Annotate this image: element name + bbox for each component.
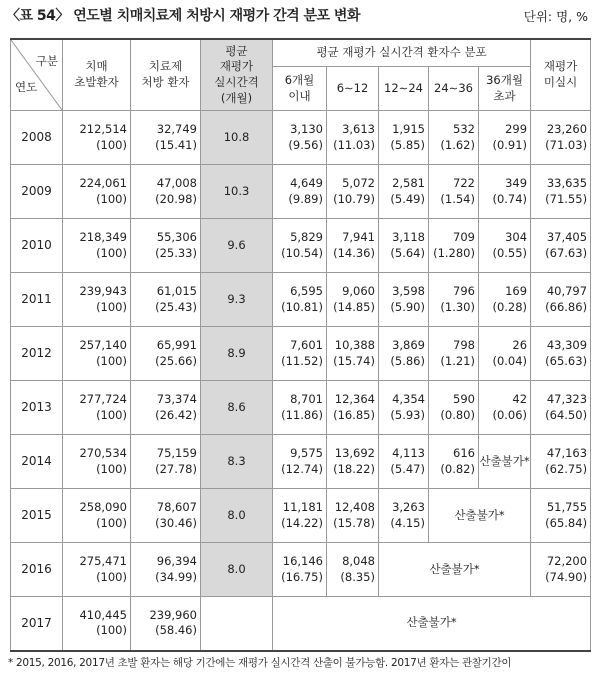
treated-cell-percent: (15.41) xyxy=(155,137,197,152)
dist-cell-percent: (15.74) xyxy=(333,353,375,368)
first-patients-cell xyxy=(63,435,131,489)
first-patients-cell xyxy=(63,111,131,165)
dist-cell-value: 4,113 xyxy=(392,445,425,460)
dist-cell xyxy=(273,273,327,327)
dist-cell-value: 6,595 xyxy=(290,283,323,298)
year-cell-value: 2009 xyxy=(21,184,52,199)
not-computable-cell xyxy=(429,489,531,543)
year-cell-value: 2016 xyxy=(21,562,52,577)
dist-cell-percent: (1.62) xyxy=(440,137,475,152)
not-done-cell-percent: (74.90) xyxy=(545,569,588,584)
dist-cell xyxy=(379,111,429,165)
dist-cell-value: 3,130 xyxy=(290,121,323,136)
year-cell-value: 2015 xyxy=(21,508,52,523)
treated-cell xyxy=(131,489,201,543)
not-done-cell-percent: (66.86) xyxy=(545,299,588,314)
treated-cell-percent: (25.66) xyxy=(155,353,197,368)
not-done-cell xyxy=(531,327,591,381)
dist-cell xyxy=(327,435,379,489)
year-cell xyxy=(11,435,63,489)
year-cell-value: 2011 xyxy=(21,292,52,307)
header-treated: 치료제 처방 환자 xyxy=(131,39,201,111)
not-done-cell-value: 47,323 xyxy=(546,391,588,406)
corner-bottom-label: 연도 xyxy=(15,80,38,95)
dist-cell xyxy=(379,435,429,489)
interval-cell xyxy=(201,327,273,381)
not-computable-cell xyxy=(273,597,591,651)
not-done-cell xyxy=(531,219,591,273)
data-table xyxy=(10,38,591,652)
dist-cell xyxy=(479,111,531,165)
unit-label: 단위: 명, % xyxy=(523,9,588,24)
dist-cell-percent: (16.75) xyxy=(281,569,323,584)
not-done-cell-percent: (65.63) xyxy=(545,353,588,368)
dist-cell xyxy=(379,381,429,435)
interval-cell-value: 8.6 xyxy=(227,399,246,414)
header-dist-col: 6개월 이내 xyxy=(273,67,327,111)
dist-cell-percent: (9.89) xyxy=(288,191,323,206)
first-patients-cell-percent: (100) xyxy=(96,461,127,476)
dist-cell-value: 13,692 xyxy=(334,445,375,460)
header-dist-col: 12∼24 xyxy=(379,67,429,111)
dist-cell-percent: (9.56) xyxy=(288,137,323,152)
not-done-cell xyxy=(531,273,591,327)
not-computable-cell xyxy=(479,435,531,489)
treated-cell-value: 32,749 xyxy=(156,121,197,136)
dist-cell-value: 16,146 xyxy=(282,553,323,568)
interval-cell xyxy=(201,273,273,327)
not-computable-cell-value: 산출불가* xyxy=(406,615,457,630)
first-patients-cell-percent: (100) xyxy=(96,515,127,530)
interval-cell xyxy=(201,435,273,489)
table-row xyxy=(11,435,591,489)
not-computable-cell-value: 산출불가* xyxy=(479,453,530,468)
dist-cell xyxy=(379,327,429,381)
first-patients-cell-value: 275,471 xyxy=(79,553,127,568)
dist-cell-value: 5,072 xyxy=(342,175,375,190)
treated-cell-percent: (20.98) xyxy=(155,191,197,206)
dist-cell-percent: (5.90) xyxy=(390,299,425,314)
year-cell xyxy=(11,327,63,381)
treated-cell-value: 61,015 xyxy=(156,283,197,298)
dist-cell xyxy=(429,165,479,219)
year-cell-value: 2010 xyxy=(21,238,52,253)
year-cell-value: 2017 xyxy=(21,616,52,631)
year-cell xyxy=(11,381,63,435)
first-patients-cell-percent: (100) xyxy=(96,245,127,260)
dist-cell xyxy=(429,273,479,327)
dist-cell-percent: (5.49) xyxy=(390,191,425,206)
dist-cell-percent: (0.80) xyxy=(440,407,475,422)
dist-cell xyxy=(479,165,531,219)
footnote: * 2015, 2016, 2017년 초발 환자는 해당 기간에는 재평가 실시간격 산출이 불가능함. 2017년 환자는 관찰기간이 xyxy=(8,657,512,669)
treated-cell-value: 96,394 xyxy=(156,553,197,568)
dist-cell-percent: (14.85) xyxy=(333,299,375,314)
not-done-cell-value: 33,635 xyxy=(546,175,588,190)
dist-cell xyxy=(379,165,429,219)
interval-cell xyxy=(201,597,273,651)
treated-cell-percent: (30.46) xyxy=(155,515,197,530)
treated-cell-percent: (25.33) xyxy=(155,245,197,260)
first-patients-cell-value: 270,534 xyxy=(79,445,127,460)
dist-cell xyxy=(327,327,379,381)
not-done-cell-percent: (62.75) xyxy=(545,461,588,476)
interval-cell xyxy=(201,219,273,273)
treated-cell xyxy=(131,273,201,327)
first-patients-cell-percent: (100) xyxy=(96,407,127,422)
dist-cell-percent: (0.06) xyxy=(492,407,528,422)
not-done-cell-value: 40,797 xyxy=(546,283,588,298)
first-patients-cell xyxy=(63,273,131,327)
interval-cell-value: 9.6 xyxy=(227,237,246,252)
dist-cell-value: 8,701 xyxy=(290,391,323,406)
dist-cell-percent: (15.78) xyxy=(333,515,375,530)
dist-cell xyxy=(379,273,429,327)
dist-cell-percent: (8.35) xyxy=(340,569,375,584)
not-done-cell xyxy=(531,435,591,489)
dist-cell-value: 796 xyxy=(453,283,475,298)
dist-cell-value: 798 xyxy=(453,337,475,352)
not-done-cell-percent: (71.03) xyxy=(545,137,588,152)
year-cell xyxy=(11,597,63,651)
dist-cell-percent: (0.91) xyxy=(492,137,528,152)
table-body xyxy=(11,111,591,651)
dist-cell xyxy=(327,489,379,543)
interval-cell-value: 10.3 xyxy=(223,183,250,198)
dist-cell-value: 10,388 xyxy=(334,337,375,352)
treated-cell-value: 239,960 xyxy=(149,607,197,622)
dist-cell-percent: (10.79) xyxy=(333,191,375,206)
not-computable-cell-value: 산출불가* xyxy=(429,561,480,576)
dist-cell-value: 299 xyxy=(505,121,528,136)
interval-cell xyxy=(201,165,273,219)
interval-cell-value: 8.0 xyxy=(227,507,246,522)
dist-cell-percent: (14.22) xyxy=(281,515,323,530)
header-not-done: 재평가 미실시 xyxy=(531,39,591,111)
dist-cell xyxy=(273,219,327,273)
first-patients-cell xyxy=(63,327,131,381)
dist-cell-percent: (18.22) xyxy=(333,461,375,476)
treated-cell xyxy=(131,543,201,597)
treated-cell-percent: (34.99) xyxy=(155,569,197,584)
first-patients-cell xyxy=(63,165,131,219)
not-done-cell-value: 47,163 xyxy=(546,445,588,460)
dist-cell-value: 616 xyxy=(453,445,475,460)
year-cell xyxy=(11,489,63,543)
corner-top-label: 구분 xyxy=(35,54,58,68)
dist-cell xyxy=(429,111,479,165)
treated-cell xyxy=(131,381,201,435)
dist-cell-value: 3,118 xyxy=(392,229,425,244)
treated-cell-percent: (58.46) xyxy=(155,623,197,638)
year-cell-value: 2008 xyxy=(21,130,52,145)
dist-cell-value: 5,829 xyxy=(290,229,323,244)
first-patients-cell xyxy=(63,381,131,435)
interval-cell xyxy=(201,543,273,597)
dist-cell-percent: (1.21) xyxy=(440,353,475,368)
dist-cell-value: 169 xyxy=(505,283,528,298)
dist-cell-value: 3,613 xyxy=(342,121,375,136)
not-done-cell-value: 37,405 xyxy=(546,229,588,244)
not-computable-cell xyxy=(379,543,531,597)
table-row xyxy=(11,273,591,327)
year-cell xyxy=(11,543,63,597)
dist-cell xyxy=(327,111,379,165)
dist-cell-value: 3,869 xyxy=(392,337,425,352)
first-patients-cell-percent: (100) xyxy=(96,623,127,638)
not-done-cell xyxy=(531,489,591,543)
first-patients-cell-percent: (100) xyxy=(96,299,127,314)
dist-cell-percent: (0.82) xyxy=(440,461,475,476)
dist-cell-percent: (16.85) xyxy=(333,407,375,422)
dist-cell-value: 3,263 xyxy=(392,499,425,514)
not-done-cell-value: 72,200 xyxy=(546,553,588,568)
dist-cell xyxy=(327,543,379,597)
dist-cell-value: 722 xyxy=(453,175,475,190)
treated-cell xyxy=(131,597,201,651)
dist-cell-value: 532 xyxy=(453,121,475,136)
dist-cell-percent: (5.93) xyxy=(390,407,425,422)
treated-cell xyxy=(131,111,201,165)
interval-cell-value: 10.8 xyxy=(223,129,250,144)
first-patients-cell-value: 224,061 xyxy=(79,175,127,190)
interval-cell xyxy=(201,111,273,165)
dist-cell xyxy=(327,381,379,435)
treated-cell-percent: (25.43) xyxy=(155,299,197,314)
dist-cell xyxy=(429,435,479,489)
first-patients-cell-percent: (100) xyxy=(96,191,127,206)
interval-cell-value: 8.9 xyxy=(227,345,246,360)
year-cell-value: 2012 xyxy=(21,346,52,361)
not-done-cell-percent: (64.50) xyxy=(545,407,588,422)
table-row xyxy=(11,165,591,219)
dist-cell xyxy=(273,543,327,597)
dist-cell-value: 590 xyxy=(453,391,475,406)
year-cell xyxy=(11,165,63,219)
dist-cell-percent: (0.04) xyxy=(492,353,528,368)
year-cell-value: 2014 xyxy=(21,454,52,469)
treated-cell-value: 47,008 xyxy=(156,175,197,190)
dist-cell xyxy=(327,165,379,219)
table-row xyxy=(11,597,591,651)
first-patients-cell-percent: (100) xyxy=(96,569,127,584)
dist-cell xyxy=(479,327,531,381)
dist-cell-value: 9,575 xyxy=(290,445,323,460)
dist-cell-percent: (0.28) xyxy=(492,299,528,314)
header-dist-col: 36개월 초과 xyxy=(479,67,531,111)
dist-cell-percent: (14.36) xyxy=(333,245,375,260)
dist-cell xyxy=(429,219,479,273)
dist-cell-percent: (11.52) xyxy=(281,353,323,368)
first-patients-cell xyxy=(63,597,131,651)
interval-cell-value: 8.0 xyxy=(227,561,246,576)
dist-cell-value: 26 xyxy=(512,337,528,352)
dist-cell-percent: (10.54) xyxy=(281,245,323,260)
not-done-cell-value: 43,309 xyxy=(546,337,588,352)
dist-cell-value: 7,941 xyxy=(342,229,375,244)
first-patients-cell-value: 277,724 xyxy=(79,391,127,406)
treated-cell xyxy=(131,435,201,489)
dist-cell xyxy=(273,435,327,489)
dist-cell-percent: (5.47) xyxy=(390,461,425,476)
header-dist-col: 6∼12 xyxy=(327,67,379,111)
first-patients-cell xyxy=(63,219,131,273)
year-cell xyxy=(11,111,63,165)
interval-cell-value: 8.3 xyxy=(227,453,246,468)
not-done-cell xyxy=(531,543,591,597)
table-row xyxy=(11,111,591,165)
dist-cell-percent: (5.64) xyxy=(390,245,425,260)
dist-cell xyxy=(429,327,479,381)
corner-header xyxy=(11,39,63,111)
first-patients-cell-value: 239,943 xyxy=(79,283,127,298)
dist-cell-value: 4,649 xyxy=(290,175,323,190)
not-done-cell-percent: (67.63) xyxy=(545,245,588,260)
dist-cell xyxy=(273,489,327,543)
dist-cell-percent: (0.55) xyxy=(492,245,528,260)
dist-cell-percent: (0.74) xyxy=(492,191,528,206)
header-avg-interval: 평균 재평가 실시간격 (개월) xyxy=(201,39,273,111)
not-done-cell-value: 23,260 xyxy=(546,121,588,136)
table-row xyxy=(11,543,591,597)
dist-cell xyxy=(273,381,327,435)
dist-cell-value: 42 xyxy=(512,391,528,406)
dist-cell-percent: (1.54) xyxy=(440,191,475,206)
not-done-cell-percent: (65.84) xyxy=(545,515,588,530)
dist-cell-percent: (11.86) xyxy=(281,407,323,422)
dist-cell xyxy=(273,111,327,165)
first-patients-cell-value: 257,140 xyxy=(79,337,127,352)
year-cell-value: 2013 xyxy=(21,400,52,415)
dist-cell-percent: (1.280) xyxy=(433,245,475,260)
dist-cell-percent: (4.15) xyxy=(390,515,425,530)
dist-cell-percent: (12.74) xyxy=(281,461,323,476)
dist-cell xyxy=(379,489,429,543)
treated-cell-percent: (27.78) xyxy=(155,461,197,476)
dist-cell-value: 7,601 xyxy=(290,337,323,352)
treated-cell xyxy=(131,165,201,219)
dist-cell-percent: (5.86) xyxy=(390,353,425,368)
dist-cell-value: 4,354 xyxy=(392,391,425,406)
not-done-cell xyxy=(531,111,591,165)
treated-cell xyxy=(131,219,201,273)
header-dist-col: 24∼36 xyxy=(429,67,479,111)
header-first-patients: 치매 초발환자 xyxy=(63,39,131,111)
table-row xyxy=(11,327,591,381)
treated-cell xyxy=(131,327,201,381)
treated-cell-value: 78,607 xyxy=(156,499,197,514)
dist-cell xyxy=(479,381,531,435)
dist-cell xyxy=(327,219,379,273)
dist-cell-percent: (5.85) xyxy=(390,137,425,152)
interval-cell xyxy=(201,381,273,435)
dist-cell xyxy=(273,327,327,381)
header-dist-group: 평균 재평가 실시간격 환자수 분포 xyxy=(273,39,531,67)
dist-cell xyxy=(379,219,429,273)
dist-cell-percent: (10.81) xyxy=(281,299,323,314)
not-done-cell-percent: (71.55) xyxy=(545,191,588,206)
year-cell xyxy=(11,219,63,273)
dist-cell xyxy=(479,219,531,273)
first-patients-cell-value: 258,090 xyxy=(79,499,127,514)
dist-cell xyxy=(327,273,379,327)
table-row xyxy=(11,381,591,435)
dist-cell-value: 709 xyxy=(453,229,475,244)
treated-cell-value: 65,991 xyxy=(156,337,197,352)
not-done-cell xyxy=(531,165,591,219)
dist-cell-value: 12,364 xyxy=(334,391,375,406)
treated-cell-value: 55,306 xyxy=(156,229,197,244)
interval-cell-value: 9.3 xyxy=(227,291,246,306)
interval-cell xyxy=(201,489,273,543)
treated-cell-value: 75,159 xyxy=(156,445,197,460)
treated-cell-value: 73,374 xyxy=(156,391,197,406)
not-done-cell-value: 51,755 xyxy=(546,499,588,514)
not-computable-cell-value: 산출불가* xyxy=(454,507,505,522)
year-cell xyxy=(11,273,63,327)
dist-cell-value: 12,408 xyxy=(334,499,375,514)
first-patients-cell-value: 218,349 xyxy=(79,229,127,244)
dist-cell-value: 349 xyxy=(505,175,528,190)
dist-cell-value: 1,915 xyxy=(392,121,425,136)
table-row xyxy=(11,219,591,273)
dist-cell xyxy=(479,273,531,327)
dist-cell-value: 3,598 xyxy=(392,283,425,298)
first-patients-cell xyxy=(63,489,131,543)
first-patients-cell xyxy=(63,543,131,597)
first-patients-cell-value: 410,445 xyxy=(79,607,127,622)
dist-cell xyxy=(429,381,479,435)
table-row xyxy=(11,489,591,543)
first-patients-cell-percent: (100) xyxy=(96,137,127,152)
dist-cell-value: 2,581 xyxy=(392,175,425,190)
dist-cell-percent: (11.03) xyxy=(333,137,375,152)
dist-cell-value: 11,181 xyxy=(282,499,323,514)
not-done-cell xyxy=(531,381,591,435)
dist-cell xyxy=(273,165,327,219)
treated-cell-percent: (26.42) xyxy=(155,407,197,422)
dist-cell-value: 304 xyxy=(505,229,528,244)
dist-cell-value: 9,060 xyxy=(342,283,375,298)
first-patients-cell-percent: (100) xyxy=(96,353,127,368)
dist-cell-percent: (1.30) xyxy=(440,299,475,314)
table-title: 〈표 54〉 연도별 치매치료제 처방시 재평가 간격 분포 변화 xyxy=(6,8,360,24)
first-patients-cell-value: 212,514 xyxy=(79,121,127,136)
dist-cell-value: 8,048 xyxy=(342,553,375,568)
